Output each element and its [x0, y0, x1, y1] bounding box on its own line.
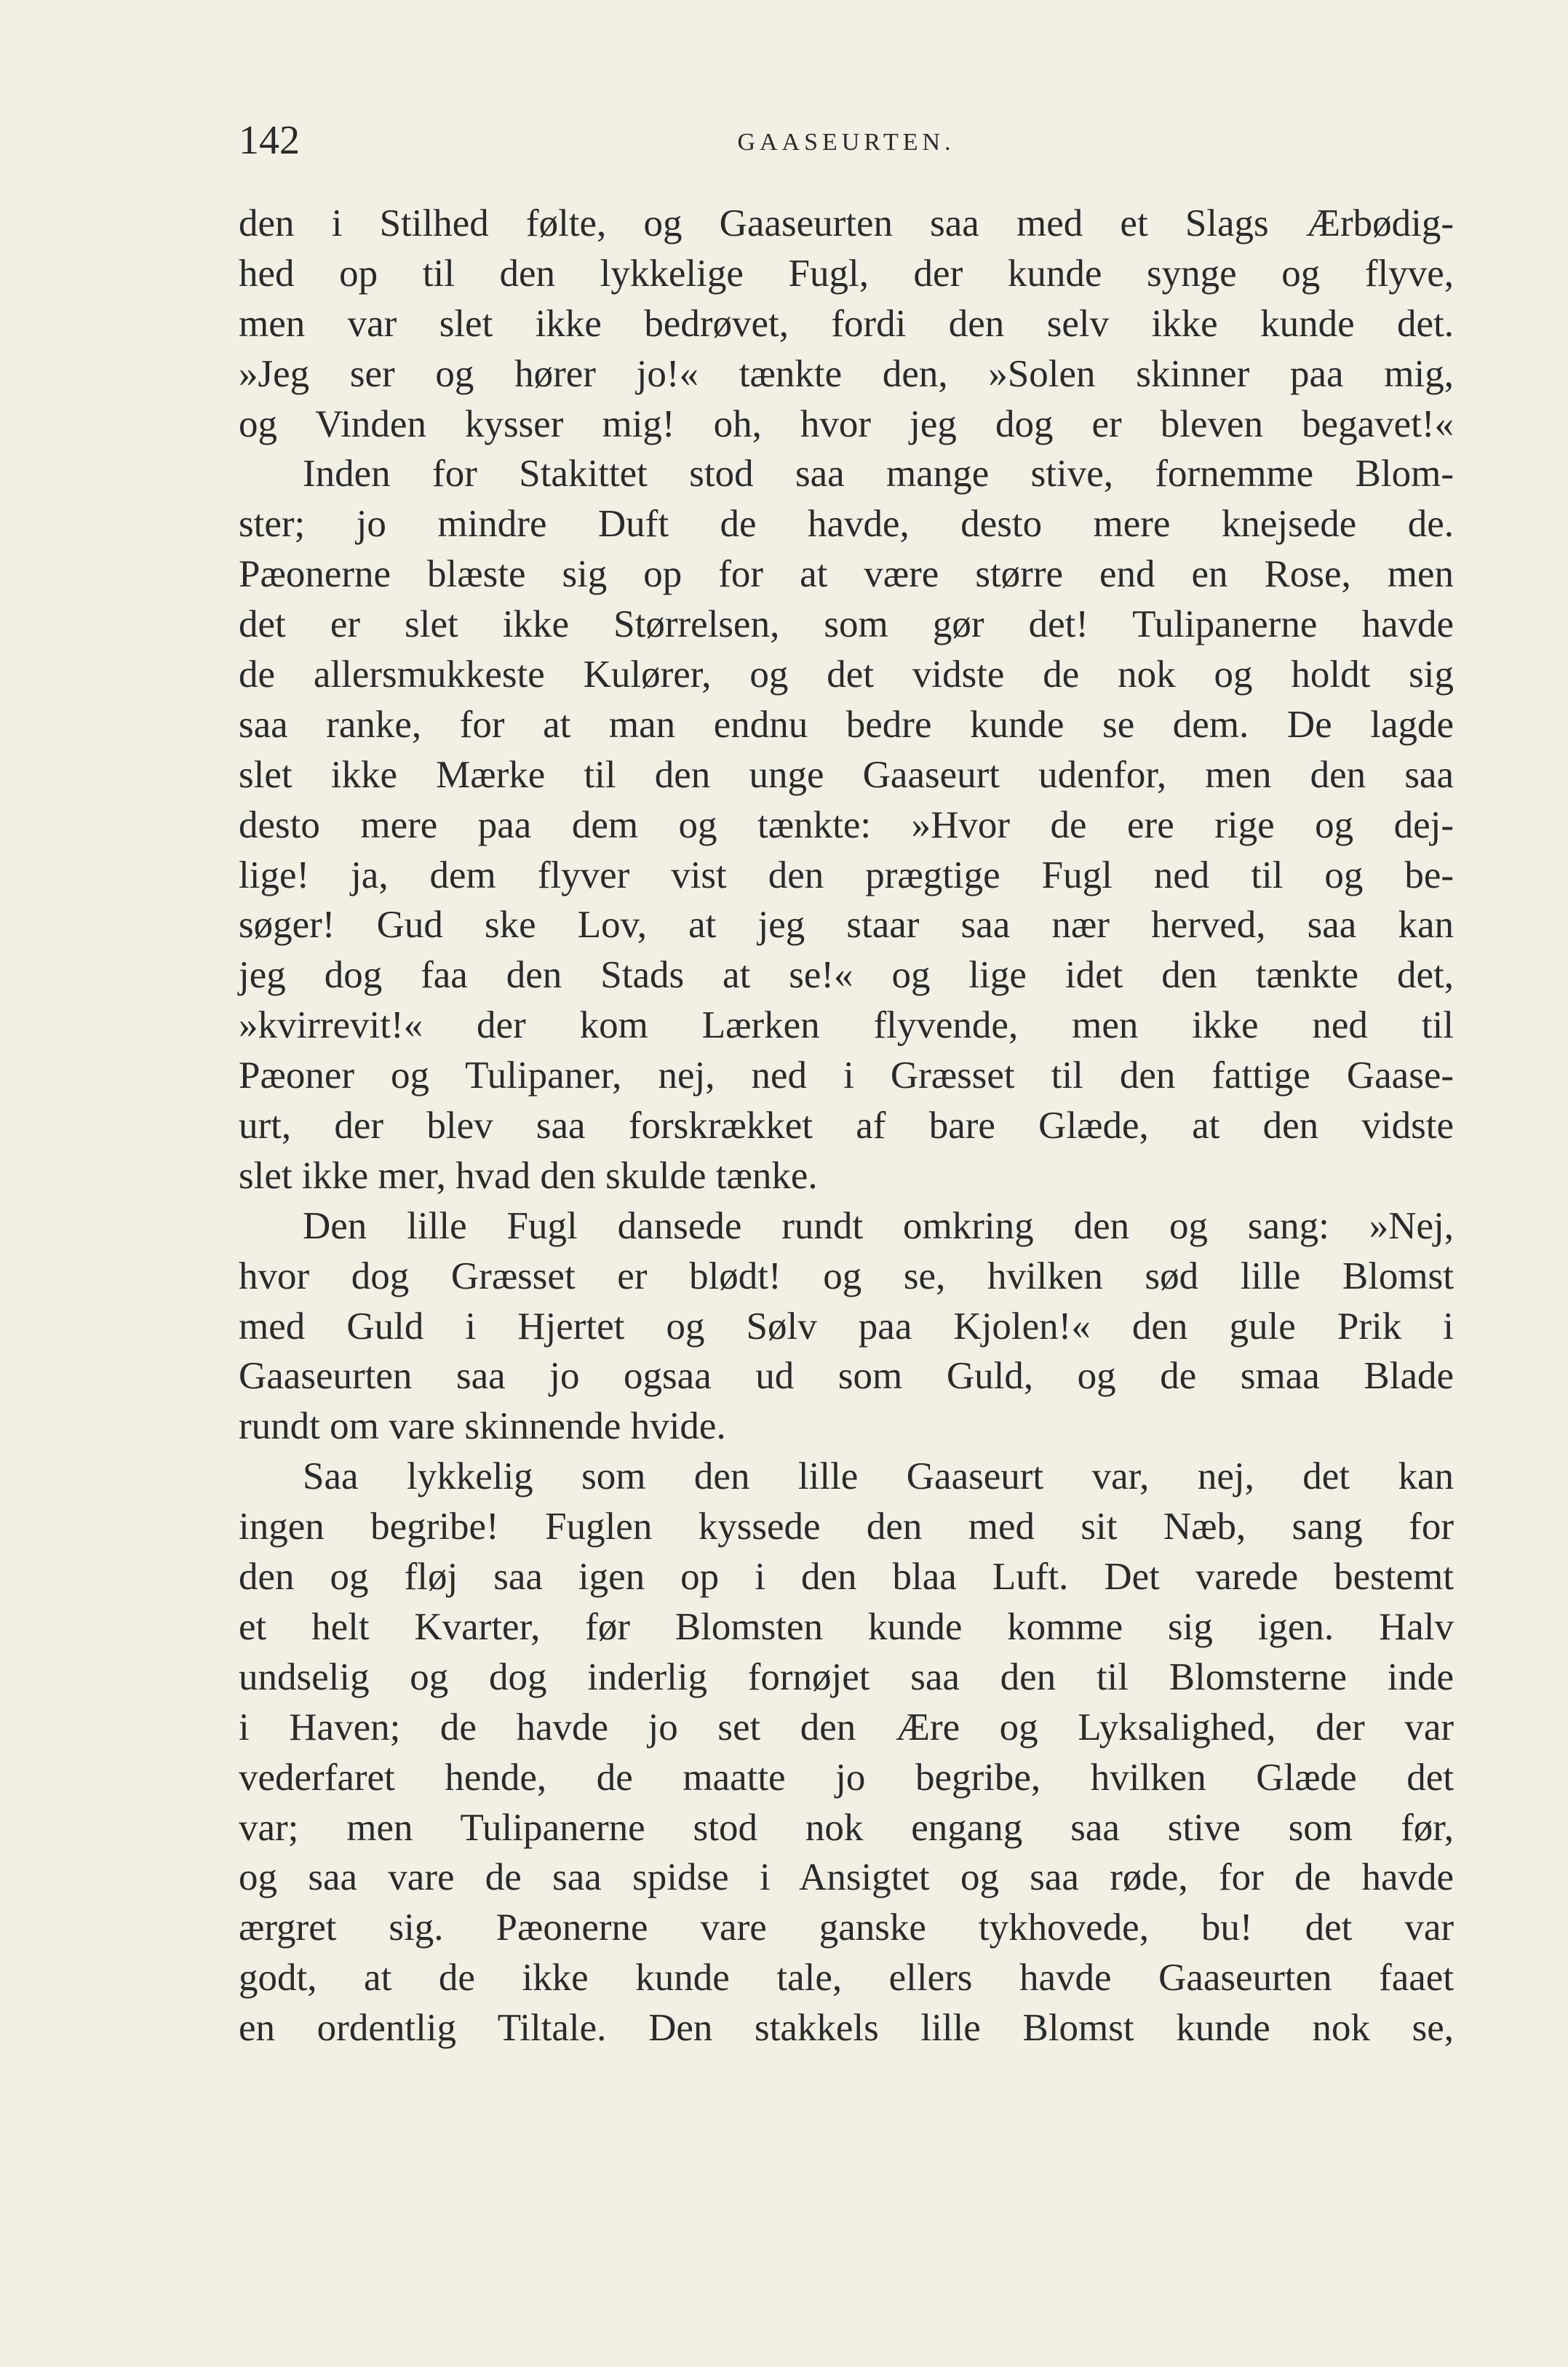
text-line: men var slet ikke bedrøvet, fordi den selv ikke kunde det. — [239, 302, 1454, 345]
text-line: ster; jo mindre Duft de havde, desto mere knejsede de. — [239, 503, 1454, 546]
text-line: rundt om vare skinnende hvide. — [239, 1405, 726, 1448]
running-title: GAASEURTEN. — [737, 129, 955, 156]
text-line: den og fløj saa igen op i den blaa Luft. Det varede bestemt — [239, 1556, 1454, 1599]
text-line: urt, der blev saa forskrækket af bare Glæde, at den vidste — [239, 1105, 1454, 1147]
text-line: Gaaseurten saa jo ogsaa ud som Guld, og de smaa Blade — [239, 1355, 1454, 1398]
text-line: en ordentlig Tiltale. Den stakkels lille Blomst kunde nok se, — [239, 2007, 1454, 2050]
text-line: saa ranke, for at man endnu bedre kunde se dem. De lagde — [239, 703, 1454, 746]
text-line: et helt Kvarter, før Blomsten kunde komme sig igen. Halv — [239, 1605, 1454, 1648]
text-line: »Jeg ser og hører jo!« tænkte den, »Solen skinner paa mig, — [239, 352, 1454, 395]
text-line: ærgret sig. Pæonerne vare ganske tykhovede, bu! det var — [239, 1906, 1454, 1949]
text-line: og Vinden kysser mig! oh, hvor jeg dog er bleven begavet!« — [239, 402, 1454, 445]
page-number: 142 — [239, 118, 300, 163]
text-line: var; men Tulipanerne stod nok engang saa stive som før, — [239, 1806, 1454, 1849]
text-line: Inden for Stakittet stod saa mange stive, fornemme Blom- — [303, 453, 1454, 496]
text-line: Den lille Fugl dansede rundt omkring den og sang: »Nej, — [303, 1204, 1454, 1247]
text-line: ingen begribe! Fuglen kyssede den med sit Næb, sang for — [239, 1505, 1454, 1548]
text-line: i Haven; de havde jo set den Ære og Lyksalighed, der var — [239, 1706, 1454, 1749]
text-line: søger! Gud ske Lov, at jeg staar saa nær herved, saa kan — [239, 904, 1454, 947]
text-line: lige! ja, dem flyver vist den prægtige Fugl ned til og be- — [239, 854, 1454, 896]
text-line: Pæonerne blæste sig op for at være større end en Rose, men — [239, 553, 1454, 596]
body-text — [239, 199, 1454, 2053]
text-line: det er slet ikke Størrelsen, som gør det! Tulipanerne havde — [239, 603, 1454, 646]
text-line: slet ikke Mærke til den unge Gaaseurt udenfor, men den saa — [239, 753, 1454, 796]
text-line: desto mere paa dem og tænkte: »Hvor de ere rige og dej- — [239, 803, 1454, 846]
text-line: den i Stilhed følte, og Gaaseurten saa med et Slags Ærbødig- — [239, 202, 1454, 244]
text-line: de allersmukkeste Kulører, og det vidste de nok og holdt sig — [239, 653, 1454, 696]
text-line: godt, at de ikke kunde tale, ellers havde Gaaseurten faaet — [239, 1957, 1454, 2000]
text-line: »kvirrevit!« der kom Lærken flyvende, men ikke ned til — [239, 1004, 1454, 1047]
text-line: med Guld i Hjertet og Sølv paa Kjolen!« den gule Prik i — [239, 1305, 1454, 1348]
text-line: jeg dog faa den Stads at se!« og lige idet den tænkte det, — [239, 954, 1454, 997]
text-line: slet ikke mer, hvad den skulde tænke. — [239, 1154, 818, 1197]
text-line: hvor dog Græsset er blødt! og se, hvilken sød lille Blomst — [239, 1254, 1454, 1297]
text-line: Pæoner og Tulipaner, nej, ned i Græsset til den fattige Gaase- — [239, 1054, 1454, 1097]
text-line: undselig og dog inderlig fornøjet saa den til Blomsterne inde — [239, 1655, 1454, 1698]
text-line: hed op til den lykkelige Fugl, der kunde synge og flyve, — [239, 252, 1454, 295]
text-line: Saa lykkelig som den lille Gaaseurt var, nej, det kan — [303, 1455, 1454, 1498]
page-header — [239, 115, 1454, 166]
text-line: og saa vare de saa spidse i Ansigtet og saa røde, for de havde — [239, 1856, 1454, 1899]
text-line: vederfaret hende, de maatte jo begribe, hvilken Glæde det — [239, 1756, 1454, 1799]
